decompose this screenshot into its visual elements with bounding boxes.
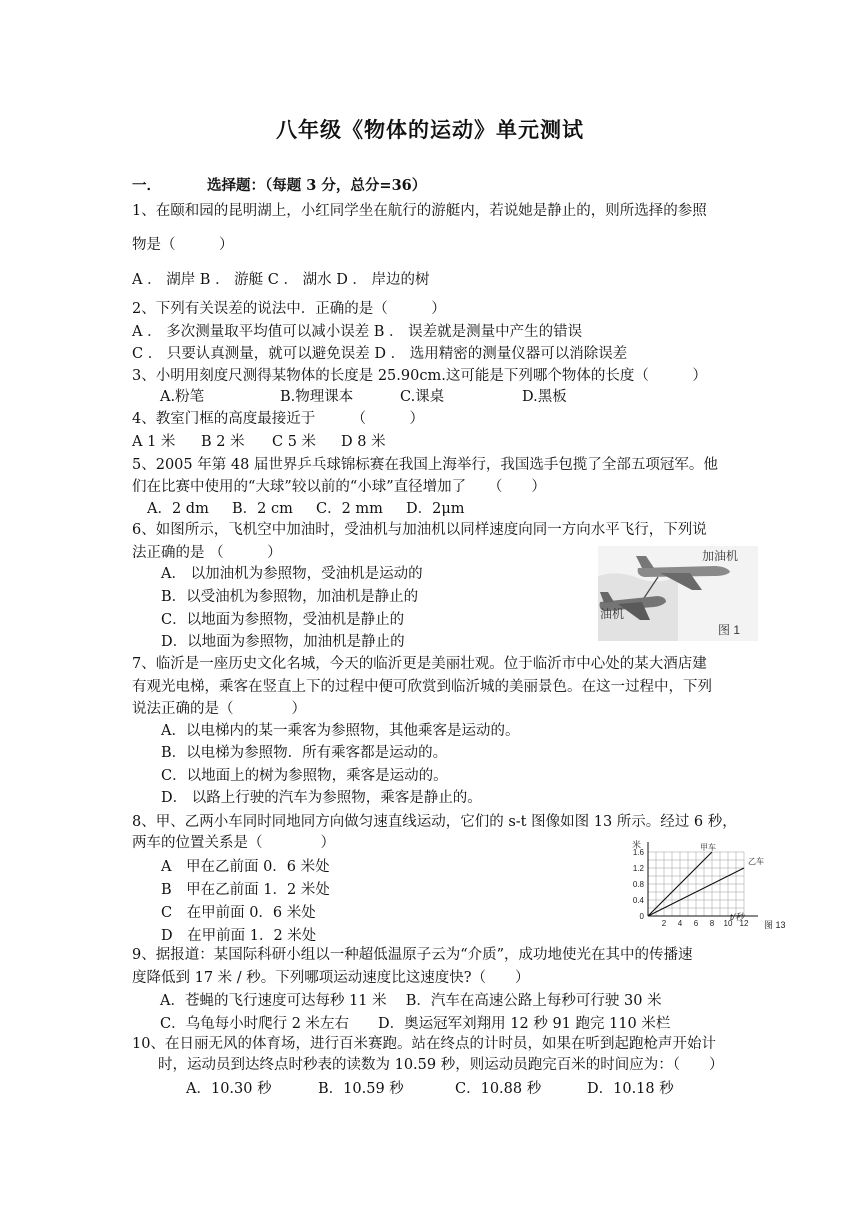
st-x-tick-label: 8 <box>709 919 715 928</box>
q5-option-d: D．2μm <box>406 501 465 517</box>
st-x-tick-label: 12 <box>739 919 749 928</box>
q7-option-b: B．以电梯为参照物．所有乘客都是运动的。 <box>161 745 448 761</box>
q7-stem-line2: 有观光电梯，乘客在竖直上下的过程中便可欣赏到临沂城的美丽景色。在这一过程中，下列 <box>132 679 712 695</box>
q5-option-c: C．2 mm <box>316 501 383 517</box>
q4-option-a: A 1 米 <box>132 434 176 450</box>
q1-stem-line2: 物是（ ） <box>132 237 234 253</box>
st-y-tick-label: 1.2 <box>632 864 644 873</box>
q5-option-a: A．2 dm <box>147 501 209 517</box>
q7-option-a: A．以电梯内的某一乘客为参照物，其他乘客是运动的。 <box>161 723 520 739</box>
section-heading: 选择题：（每题 3 分，总分=36） <box>207 177 427 194</box>
st-x-tick-label: 4 <box>677 919 683 928</box>
q3-option-c: C.课桌 <box>400 389 445 405</box>
q2-stem: 2、下列有关误差的说法中．正确的是（ ） <box>132 301 446 317</box>
st-series-label: 甲车 <box>700 843 716 852</box>
q8-stem-line1: 8、甲、乙两小车同时同地同方向做匀速直线运动，它们的 s-t 图像如图 13 所示。经过 6 秒， <box>132 814 737 830</box>
q8-figure <box>620 838 792 930</box>
q3-option-b: B.物理课本 <box>280 389 354 405</box>
q9-stem-line1: 9、据报道：某国际科研小组以一种超低温原子云为“介质”，成功地使光在其中的传播速 <box>132 947 693 963</box>
q4-stem: 4、教室门框的高度最接近于 （ ） <box>132 411 424 427</box>
q8-option-a: A 甲在乙前面 0．6 米处 <box>161 859 330 875</box>
q10-stem-line2: 时，运动员到达终点时秒表的读数为 10.59 秒，则运动员跑完百米的时间应为：（ ） <box>158 1057 724 1073</box>
q6-option-d: D．以地面为参照物，加油机是静止的 <box>161 634 405 650</box>
st-graph <box>620 838 792 930</box>
q7-stem-line3: 说法正确的是（ ） <box>132 701 306 717</box>
st-y-tick-label: 0 <box>639 912 644 921</box>
refueling-planes-image <box>598 546 758 641</box>
q5-stem-line1: 5、2005 年第 48 届世界乒乓球锦标赛在我国上海举行，我国选手包揽了全部五项冠军。他 <box>132 457 718 473</box>
q6-figure-label-bottom: 油机 <box>600 607 625 621</box>
q4-option-d: D 8 米 <box>341 434 386 450</box>
q6-option-c: C．以地面为参照物，受油机是静止的 <box>161 612 405 628</box>
q8-option-c: C 在甲前面 0．6 米处 <box>161 905 316 921</box>
st-x-tick-label: 10 <box>723 919 733 928</box>
q6-figure-label-top: 加油机 <box>702 549 739 563</box>
st-y-tick-label: 0.8 <box>632 880 644 889</box>
q10-option-a: A．10.30 秒 <box>186 1081 272 1097</box>
q8-stem-line2: 两车的位置关系是（ ） <box>132 835 335 851</box>
q10-option-b: B．10.59 秒 <box>318 1081 404 1097</box>
st-series-label: 乙车 <box>748 857 764 866</box>
st-x-tick-label: 2 <box>661 919 667 928</box>
q9-stem-line2: 度降低到 17 米 / 秒。下列哪项运动速度比这速度快?（ ） <box>132 970 530 986</box>
q2-options-line2: C ． 只要认真测量，就可以避免误差 D ． 选用精密的测量仪器可以消除误差 <box>132 346 628 362</box>
q4-option-c: C 5 米 <box>272 434 317 450</box>
q6-stem-line2: 法正确的是 （ ） <box>132 545 282 561</box>
st-y-tick-label: 1.6 <box>632 848 644 857</box>
q3-stem: 3、小明用刻度尺测得某物体的长度是 25.90cm.这可能是下列哪个物体的长度（ ） <box>132 368 707 384</box>
q6-option-b: B．以受油机为参照物，加油机是静止的 <box>161 589 419 605</box>
st-caption: 图 13 <box>764 920 786 930</box>
st-y-tick-label: 0.4 <box>632 896 644 905</box>
q10-stem-line1: 10、在日丽无风的体育场，进行百米赛跑。站在终点的计时员，如果在听到起跑枪声开始计 <box>132 1036 716 1052</box>
st-y-unit: 米 <box>632 840 642 850</box>
q6-option-a: A． 以加油机为参照物，受油机是运动的 <box>161 566 423 582</box>
q5-option-b: B．2 cm <box>232 501 293 517</box>
q4-option-b: B 2 米 <box>201 434 245 450</box>
q9-options-line1: A．苍蝇的飞行速度可达每秒 11 米 B．汽车在高速公路上每秒可行驶 30 米 <box>160 993 662 1009</box>
section-number: 一． <box>132 177 161 194</box>
q8-option-b: B 甲在乙前面 1．2 米处 <box>161 882 330 898</box>
q5-stem-line2: 们在比赛中使用的“大球”较以前的“小球”直径增加了 （ ） <box>132 479 546 495</box>
q1-options: A ． 湖岸 B ． 游艇 C ． 湖水 D ． 岸边的树 <box>132 272 430 288</box>
q9-options-line2: C．乌龟每小时爬行 2 米左右 D．奥运冠军刘翔用 12 秒 91 跑完 110 米栏 <box>160 1016 671 1032</box>
q8-option-d: D 在甲前面 1．2 米处 <box>161 928 317 944</box>
q10-option-c: C．10.88 秒 <box>455 1081 542 1097</box>
q6-figure-caption: 图 1 <box>718 623 741 637</box>
q7-option-d: D． 以路上行驶的汽车为参照物，乘客是静止的。 <box>161 790 482 806</box>
page-title: 八年级《物体的运动》单元测试 <box>276 117 584 142</box>
q1-stem-line1: 1、在颐和园的昆明湖上，小红同学坐在航行的游艇内，若说她是静止的，则所选择的参照 <box>132 203 707 219</box>
q6-figure <box>598 546 758 641</box>
st-x-tick-label: 6 <box>693 919 699 928</box>
q6-stem-line1: 6、如图所示，飞机空中加油时，受油机与加油机以同样速度向同一方向水平飞行，下列说 <box>132 522 707 538</box>
q2-options-line1: A ． 多次测量取平均值可以减小误差 B ． 误差就是测量中产生的错误 <box>132 324 583 340</box>
q7-stem-line1: 7、临沂是一座历史文化名城，今天的临沂更是美丽壮观。位于临沂市中心处的某大酒店建 <box>132 656 707 672</box>
q3-option-d: D.黑板 <box>522 389 567 405</box>
q10-option-d: D．10.18 秒 <box>587 1081 674 1097</box>
st-x-unit: t/秒 <box>730 912 745 922</box>
q3-option-a: A.粉笔 <box>160 389 205 405</box>
q7-option-c: C．以地面上的树为参照物，乘客是运动的。 <box>161 768 448 784</box>
